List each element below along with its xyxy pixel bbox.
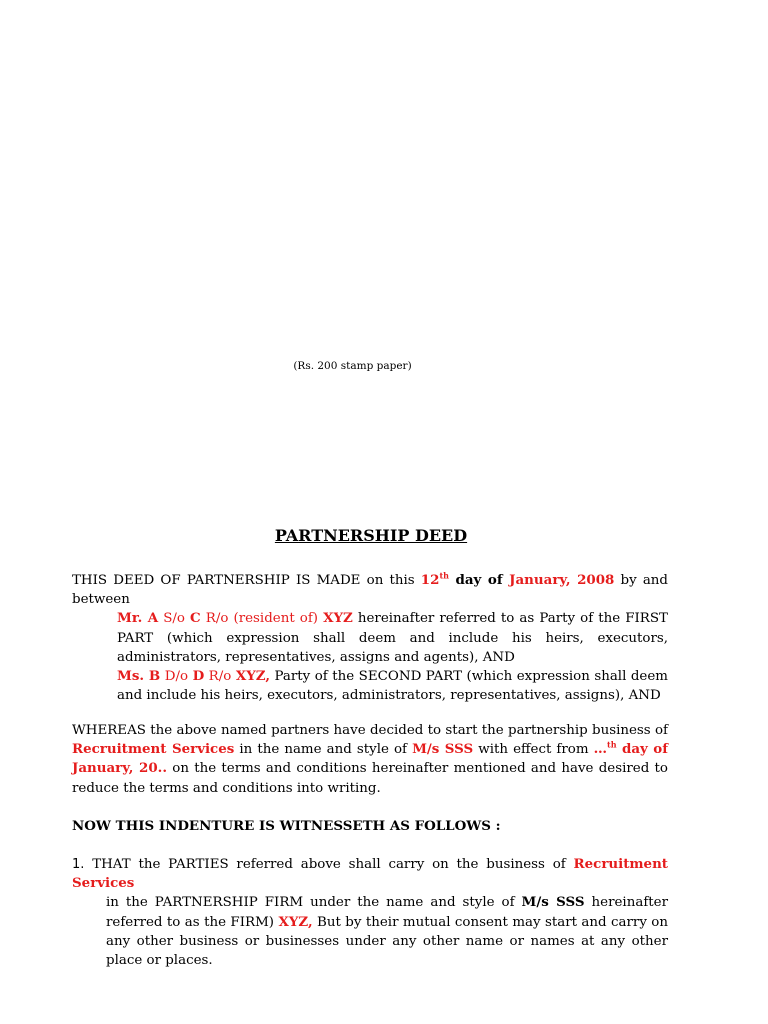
clause-1 xyxy=(72,855,668,970)
clause-1-text-1: THAT the PARTIES referred above shall carry on the business of xyxy=(84,857,574,872)
party2-do: D/o xyxy=(160,669,193,685)
party2-description: Party of the SECOND PART (which expression shall deem and include his heirs, executors, administrators, representatives, assigns), AND xyxy=(117,669,668,704)
party1-father: C xyxy=(190,610,201,627)
whereas-text-2: in the name and style of xyxy=(234,742,413,758)
intro-between: between xyxy=(72,592,130,608)
clause-1-business: Recruitment Services xyxy=(72,856,668,892)
whereas-text-4: on the terms and conditions hereinafter mentioned and have desired to reduce the terms and conditions into writing. xyxy=(72,761,668,796)
party1-name: Mr. A xyxy=(117,610,159,627)
whereas-paragraph xyxy=(72,721,668,798)
clause-1-continuation xyxy=(72,893,668,970)
whereas-firm: M/s SSS xyxy=(412,741,474,758)
party2-place: XYZ, xyxy=(235,668,270,685)
whereas-start-date: …$^{th}$ day of January, 20.. xyxy=(72,739,668,777)
witness-heading: NOW THIS INDENTURE IS WITNESSETH AS FOLLOWS : xyxy=(72,818,501,834)
clause-1-body xyxy=(72,855,668,893)
party1-so: S/o xyxy=(158,611,191,627)
intro-day-of: day of xyxy=(448,572,510,588)
intro-day-number: 12th xyxy=(420,570,449,588)
stamp-paper-note: (Rs. 200 stamp paper) xyxy=(293,360,412,372)
clause-1-number: 1. xyxy=(72,857,85,872)
party2-name: Ms. B xyxy=(117,668,161,685)
clause-1-text-2: in the PARTNERSHIP FIRM under the name and style of xyxy=(106,895,522,911)
party1-residence-label: R/o (resident of) xyxy=(200,611,324,627)
whereas-text-1: WHEREAS the above named partners have decided to start the partnership business of xyxy=(72,723,668,738)
party-second-paragraph xyxy=(72,667,668,705)
whereas-text-3: with effect from xyxy=(473,742,594,758)
party2-father: D xyxy=(192,668,205,685)
clause-1-firm: M/s SSS xyxy=(521,894,585,911)
intro-on-this: on this xyxy=(360,573,421,588)
clause-1-text-3: hereinafter referred to as the FIRM) xyxy=(106,895,668,930)
intro-date: January, 2008 xyxy=(509,572,615,588)
party1-description: hereinafter referred to as Party of the FIRST PART (which expression shall deem and include his heirs, executors, administrators, representatives, assigns and agents), AND xyxy=(117,611,668,665)
clause-1-place: XYZ, xyxy=(278,913,313,930)
intro-line xyxy=(72,571,668,590)
intro-lead: THIS DEED OF PARTNERSHIP IS MADE xyxy=(72,573,361,588)
whereas-business: Recruitment Services xyxy=(72,741,235,758)
intro-paragraph xyxy=(72,571,668,705)
party2-residence-label: R/o xyxy=(204,669,236,685)
party-first-paragraph xyxy=(72,609,668,667)
page-title: PARTNERSHIP DEED xyxy=(274,526,468,545)
intro-by-and: by and xyxy=(614,573,669,588)
party1-place: XYZ xyxy=(323,610,353,627)
clause-1-text-4: But by their mutual consent may start and carry on any other business or businesses under any other name or names at any other place or places. xyxy=(106,914,668,969)
